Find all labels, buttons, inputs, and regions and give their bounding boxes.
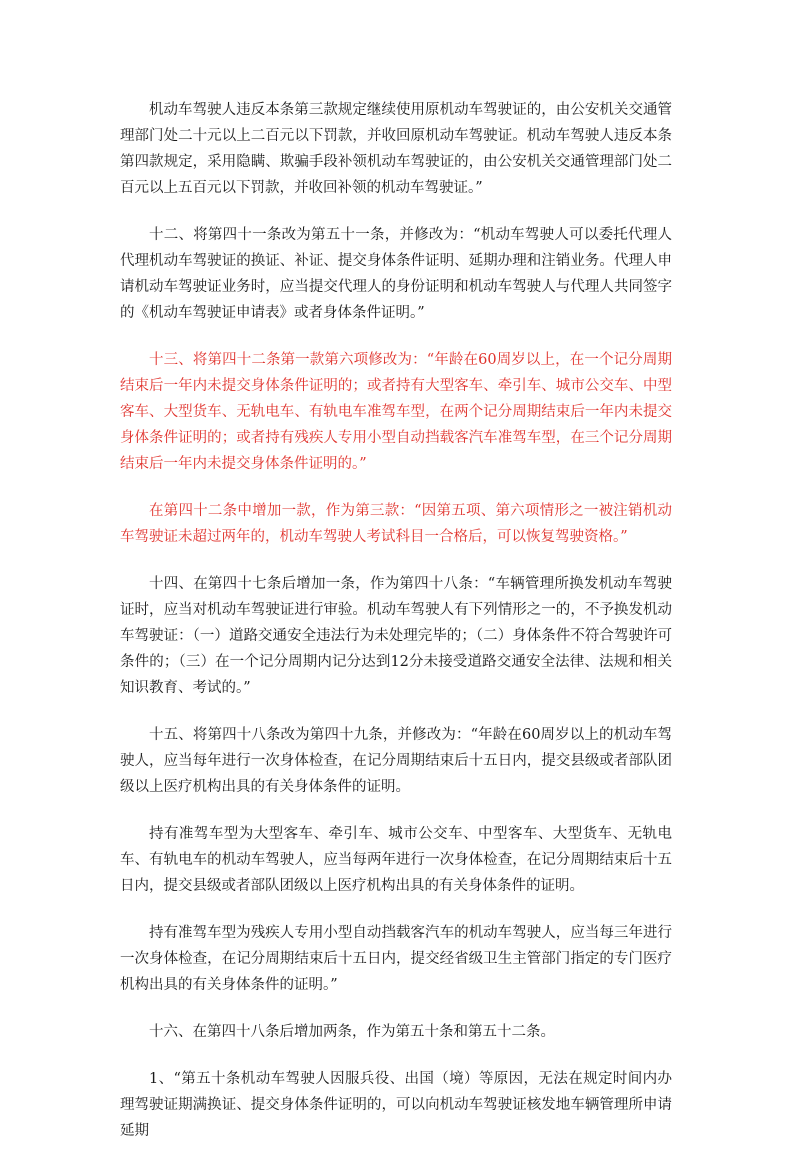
paragraph-article-15-third: 持有准驾车型为残疾人专用小型自动挡载客汽车的机动车驾驶人，应当每三年进行一次身体检查，在记分周期结束后十五日内，提交经省级卫生主管部门指定的专门医疗机构出具的有关身体条件的证明。” xyxy=(120,925,672,993)
document-body xyxy=(120,97,672,1165)
paragraph-article-16-item-1: 1、“第五十条机动车驾驶人因服兵役、出国（境）等原因，无法在规定时间内办理驾驶证期满换证、提交身体条件证明的，可以向机动车驾驶证核发地车辆管理所申请延期 xyxy=(120,1071,672,1139)
paragraph-penalty-clause: 机动车驾驶人违反本条第三款规定继续使用原机动车驾驶证的，由公安机关交通管理部门处二十元以上二百元以下罚款，并收回原机动车驾驶证。机动车驾驶人违反本条第四款规定，采用隐瞒、欺骗手段补领机动车驾驶证的，由公安机关交通管理部门处二百元以上五百元以下罚款，并收回补领的机动车驾驶证。” xyxy=(120,102,672,196)
paragraph-article-13-addition: 在第四十二条中增加一款，作为第三款：“因第五项、第六项情形之一被注销机动车驾驶证未超过两年的，机动车驾驶人考试科目一合格后，可以恢复驾驶资格。” xyxy=(120,503,672,545)
paragraph-article-13: 十三、将第四十二条第一款第六项修改为：“年龄在60周岁以上，在一个记分周期结束后一年内未提交身体条件证明的；或者持有大型客车、牵引车、城市公交车、中型客车、大型货车、无轨电车、有轨电车准驾车型，在两个记分周期结束后一年内未提交身体条件证明的；或者持有残疾人专用小型自动挡载客汽车准驾车型，在三个记分周期结束后一年内未提交身体条件证明的。” xyxy=(120,352,672,472)
paragraph-article-16: 十六、在第四十八条后增加两条，作为第五十条和第五十二条。 xyxy=(149,1024,555,1040)
paragraph-article-15-second: 持有准驾车型为大型客车、牵引车、城市公交车、中型客车、大型货车、无轨电车、有轨电车的机动车驾驶人，应当每两年进行一次身体检查，在记分周期结束后十五日内，提交县级或者部队团级以上医疗机构出具的有关身体条件的证明。 xyxy=(120,826,672,894)
paragraph-article-15: 十五、将第四十八条改为第四十九条，并修改为：“年龄在60周岁以上的机动车驾驶人，应当每年进行一次身体检查，在记分周期结束后十五日内，提交县级或者部队团级以上医疗机构出具的有关身体条件的证明。 xyxy=(120,727,672,795)
paragraph-article-12: 十二、将第四十一条改为第五十一条，并修改为：“机动车驾驶人可以委托代理人代理机动车驾驶证的换证、补证、提交身体条件证明、延期办理和注销业务。代理人申请机动车驾驶证业务时，应当提交代理人的身份证明和机动车驾驶人与代理人共同签字的《机动车驾驶证申请表》或者身体条件证明。” xyxy=(120,227,672,321)
paragraph-article-14: 十四、在第四十七条后增加一条，作为第四十八条：“车辆管理所换发机动车驾驶证时，应当对机动车驾驶证进行审验。机动车驾驶人有下列情形之一的，不予换发机动车驾驶证：（一）道路交通安全违法行为未处理完毕的；（二）身体条件不符合驾驶许可条件的；（三）在一个记分周期内记分达到12分未接受道路交通安全法律、法规和相关知识教育、考试的。” xyxy=(120,576,672,696)
